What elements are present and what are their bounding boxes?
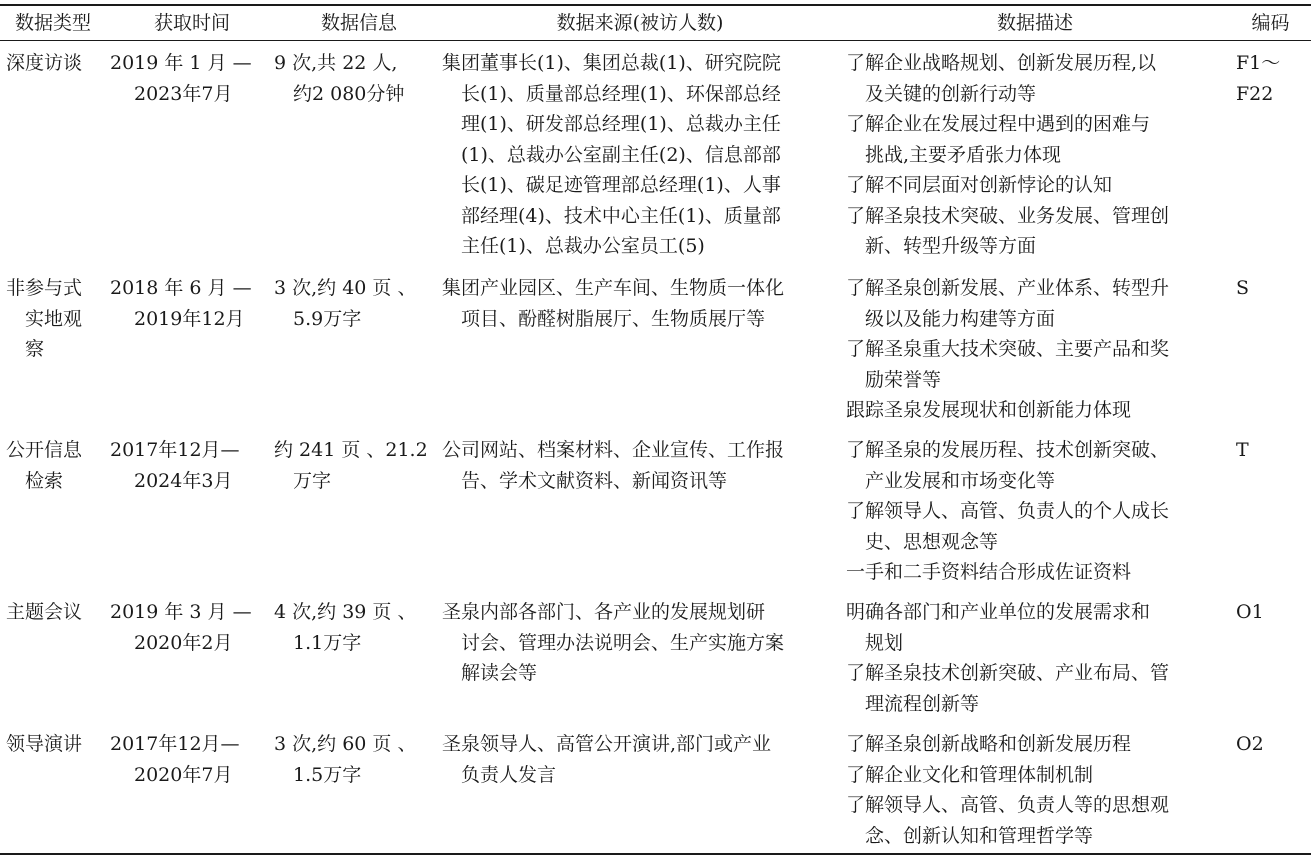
cell-line: 非参与式 xyxy=(6,277,83,299)
cell-line: 了解不同层面对创新悖论的认知 xyxy=(846,174,1113,196)
row-type-cell xyxy=(6,48,104,79)
row-time-cell xyxy=(110,729,270,790)
row-code-cell xyxy=(1236,597,1306,628)
cell-line: 3 次,约 40 页 、 xyxy=(274,277,417,299)
cell-line: 励荣誉等 xyxy=(865,368,942,391)
cell-line: 项目、酚醛树脂展厅、生物质展厅等 xyxy=(461,307,766,330)
cell-line: 长(1)、质量部总经理(1)、环保部总经 xyxy=(461,82,781,105)
row-info-cell xyxy=(274,273,434,334)
row-time-cell xyxy=(110,597,270,658)
cell-line: 了解企业文化和管理体制机制 xyxy=(846,763,1094,786)
row-type-cell xyxy=(6,273,104,365)
cell-line: 了解圣泉重大技术突破、主要产品和奖 xyxy=(846,338,1170,360)
row-info-cell xyxy=(274,597,434,658)
row-type-cell xyxy=(6,729,104,760)
cell-line: 深度访谈 xyxy=(6,52,83,74)
cell-line: 规划 xyxy=(865,631,904,654)
cell-line: 主题会议 xyxy=(6,601,83,623)
cell-line: 了解领导人、高管、负责人的个人成长 xyxy=(846,500,1170,522)
cell-line: 公开信息 xyxy=(6,439,83,461)
cell-line: 万字 xyxy=(293,469,332,492)
cell-line: 4 次,约 39 页 、 xyxy=(274,601,417,623)
cell-line: 2019 年 1 月 — xyxy=(110,52,252,74)
cell-line: 3 次,约 60 页 、 xyxy=(274,733,417,755)
cell-line: 了解企业战略规划、创新发展历程,以 xyxy=(846,52,1157,74)
cell-line: 集团产业园区、生产车间、生物质一体化 xyxy=(442,277,785,299)
row-description-cell xyxy=(846,273,1230,426)
cell-line: 约2 080分钟 xyxy=(293,82,405,105)
cell-line: 级以及能力构建等方面 xyxy=(865,307,1056,330)
cell-line: 念、创新认知和管理哲学等 xyxy=(865,824,1094,847)
row-source-cell xyxy=(442,48,840,262)
cell-line: F1～ xyxy=(1236,52,1281,74)
row-source-cell xyxy=(442,597,840,689)
cell-line: 负责人发言 xyxy=(461,763,557,786)
cell-line: 了解圣泉技术突破、业务发展、管理创 xyxy=(846,204,1170,227)
row-info-cell xyxy=(274,435,434,496)
cell-line: 2020年7月 xyxy=(134,763,233,786)
cell-line: O2 xyxy=(1236,733,1264,755)
cell-line: 了解领导人、高管、负责人等的思想观 xyxy=(846,794,1170,816)
cell-line: 集团董事长(1)、集团总裁(1)、研究院院 xyxy=(442,52,781,74)
cell-line: 2024年3月 xyxy=(134,469,233,492)
cell-line: 产业发展和市场变化等 xyxy=(865,469,1056,492)
cell-line: 9 次,共 22 人, xyxy=(274,52,398,74)
header-data-description: 数据描述 xyxy=(996,12,1073,34)
cell-line: (1)、总裁办公室副主任(2)、信息部部 xyxy=(461,143,781,166)
cell-line: 明确各部门和产业单位的发展需求和 xyxy=(846,601,1151,623)
row-code-cell xyxy=(1236,48,1306,109)
cell-line: 2017年12月— xyxy=(110,439,240,461)
cell-line: 1.5万字 xyxy=(293,763,362,786)
cell-line: 2019 年 3 月 — xyxy=(110,601,252,623)
row-description-cell xyxy=(846,48,1230,262)
cell-line: 部经理(4)、技术中心主任(1)、质量部 xyxy=(461,204,781,227)
header-data-source: 数据来源(被访人数) xyxy=(556,12,724,34)
cell-line: T xyxy=(1236,439,1249,461)
header-code: 编码 xyxy=(1251,12,1290,34)
row-time-cell xyxy=(110,48,270,109)
cell-line: 5.9万字 xyxy=(293,307,362,330)
cell-line: 2018 年 6 月 — xyxy=(110,277,252,299)
cell-line: O1 xyxy=(1236,601,1264,623)
cell-line: 2020年2月 xyxy=(134,631,233,654)
cell-line: 实地观 xyxy=(25,307,83,330)
row-code-cell xyxy=(1236,273,1306,304)
cell-line: F22 xyxy=(1236,82,1274,105)
row-info-cell xyxy=(274,48,434,109)
header-acquisition-time: 获取时间 xyxy=(153,12,230,34)
cell-line: 及关键的创新行动等 xyxy=(865,82,1037,105)
row-info-cell xyxy=(274,729,434,790)
cell-line: 理流程创新等 xyxy=(865,692,980,715)
table-bottom-rule xyxy=(0,853,1311,855)
cell-line: 史、思想观念等 xyxy=(865,530,999,553)
cell-line: 了解圣泉创新发展、产业体系、转型升 xyxy=(846,277,1170,299)
row-source-cell xyxy=(442,273,840,334)
row-type-cell xyxy=(6,597,104,628)
cell-line: 理(1)、研发部总经理(1)、总裁办主任 xyxy=(461,113,781,135)
cell-line: 告、学术文献资料、新闻资讯等 xyxy=(461,469,728,492)
cell-line: 一手和二手资料结合形成佐证资料 xyxy=(846,561,1132,583)
cell-line: S xyxy=(1236,277,1250,299)
cell-line: 了解圣泉技术创新突破、产业布局、管 xyxy=(846,662,1170,684)
cell-line: 新、转型升级等方面 xyxy=(865,235,1037,257)
row-code-cell xyxy=(1236,729,1306,760)
table-header-row xyxy=(0,6,1311,40)
cell-line: 2017年12月— xyxy=(110,733,240,755)
cell-line: 圣泉内部各部门、各产业的发展规划研 xyxy=(442,601,766,623)
cell-line: 圣泉领导人、高管公开演讲,部门或产业 xyxy=(442,733,772,755)
cell-line: 察 xyxy=(25,338,45,360)
cell-line: 了解圣泉创新战略和创新发展历程 xyxy=(846,733,1132,755)
cell-line: 解读会等 xyxy=(461,662,538,684)
cell-line: 长(1)、碳足迹管理部总经理(1)、人事 xyxy=(461,174,781,196)
cell-line: 检索 xyxy=(25,469,64,492)
cell-line: 领导演讲 xyxy=(6,733,83,755)
row-time-cell xyxy=(110,435,270,496)
cell-line: 2019年12月 xyxy=(134,307,245,330)
row-description-cell xyxy=(846,435,1230,588)
row-type-cell xyxy=(6,435,104,496)
cell-line: 1.1万字 xyxy=(293,631,362,654)
cell-line: 约 241 页 、21.2 xyxy=(274,439,428,461)
row-description-cell xyxy=(846,597,1230,719)
cell-line: 2023年7月 xyxy=(134,82,233,105)
header-data-type: 数据类型 xyxy=(14,12,91,34)
cell-line: 跟踪圣泉发展现状和创新能力体现 xyxy=(846,399,1132,421)
cell-line: 了解圣泉的发展历程、技术创新突破、 xyxy=(846,439,1170,461)
row-source-cell xyxy=(442,435,840,496)
table-header-rule xyxy=(0,40,1311,41)
header-data-info: 数据信息 xyxy=(320,12,397,34)
cell-line: 主任(1)、总裁办公室员工(5) xyxy=(461,235,705,257)
row-source-cell xyxy=(442,729,840,790)
cell-line: 公司网站、档案材料、企业宣传、工作报 xyxy=(442,439,785,461)
cell-line: 讨会、管理办法说明会、生产实施方案 xyxy=(461,631,785,654)
row-time-cell xyxy=(110,273,270,334)
cell-line: 挑战,主要矛盾张力体现 xyxy=(865,143,1062,166)
cell-line: 了解企业在发展过程中遇到的困难与 xyxy=(846,113,1151,135)
row-description-cell xyxy=(846,729,1230,851)
row-code-cell xyxy=(1236,435,1306,466)
